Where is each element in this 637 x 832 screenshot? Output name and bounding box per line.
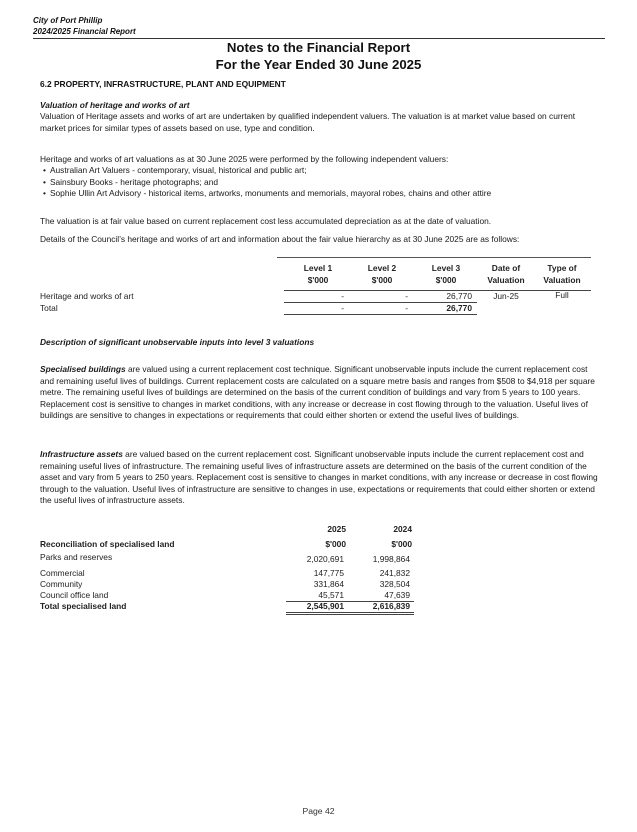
specialised-buildings-paragraph: Specialised buildings are valued using a current replacement cost technique. Significant unobservable inputs include the current replacement cost and remaining useful lives of buildings. Current replacement costs are calculated on a square metre basis and ranges from $508 to $4,918 per square metre. The remaining useful lives of buildings are determined on the basis of the current condition of buildings and vary from 5 years to 100 years. Replacement cost is sensitive to changes in market conditions, with any increase or decrease in cost flowing through to the valuation. Useful lives of buildings are sensitive to changes in expectations or requirements that could either shorten or extend the useful lives of buildings. (40, 364, 595, 421)
total-rule-bottom (286, 614, 414, 615)
fair-value-paragraph: The valuation is at fair value based on current replacement cost less accumulated depreciation as at the date of valuation. (40, 216, 492, 226)
column-header-level2: Level 2 $'000 (367, 263, 397, 285)
total-2024: 2,616,839 (372, 601, 410, 611)
cell-2024: 1,998,864 (372, 554, 410, 564)
valuers-intro: Heritage and works of art valuations as at 30 June 2025 were performed by the following independent valuers: (40, 154, 449, 164)
details-paragraph: Details of the Council’s heritage and works of art and information about the fair value hierarchy as at 30 June 2025 are as follows: (40, 234, 520, 244)
reconciliation-title: Reconciliation of specialised land (40, 539, 175, 549)
infrastructure-assets-term: Infrastructure assets (40, 449, 123, 459)
specialised-buildings-term: Specialised buildings (40, 364, 126, 374)
total-label: Total specialised land (40, 601, 127, 611)
cell-2024: 47,639 (384, 590, 410, 600)
cell-2025: 331,864 (313, 579, 344, 589)
column-header-level1: Level 1 $'000 (303, 263, 333, 285)
page-title: Notes to the Financial Report (226, 40, 411, 55)
cell-total-level1: - (341, 303, 344, 313)
level3-heading: Description of significant unobservable inputs into level 3 valuations (40, 337, 315, 347)
row-label: Parks and reserves (40, 552, 113, 562)
cell-type: Full (555, 290, 569, 300)
cell-total-level3: 26,770 (446, 303, 472, 313)
unit-2024-header: $'000 (391, 539, 412, 549)
cell-level2: - (405, 291, 408, 301)
row-label: Commercial (40, 568, 85, 578)
infrastructure-assets-paragraph: Infrastructure assets are valued based on the current replacement cost. Significant unobservable inputs include the current replacement cost and remaining useful lives of infrastructure. The remaining useful lives of infrastructure assets are determined on the basis of the current condition of the asset and vary from 5 years to 250 years. Replacement cost is sensitive to changes in market conditions, with any increase or decrease in cost flowing through to the valuation. Useful lives of infrastructure are sensitive to changes in use, expectations or requirements that could either shorten or extend the useful lives of infrastructure assets. (40, 449, 598, 506)
page-number: Page 42 (302, 806, 335, 816)
cell-date: Jun-25 (493, 291, 519, 301)
unit-2025-header: $'000 (325, 539, 346, 549)
heritage-heading: Valuation of heritage and works of art (40, 100, 190, 110)
cell-level1: - (341, 291, 344, 301)
column-header-type: Type of Valuation (543, 263, 581, 285)
report-name: 2024/2025 Financial Report (33, 27, 136, 36)
cell-2024: 241,832 (379, 568, 410, 578)
organisation-name: City of Port Phillip (33, 16, 103, 25)
row-label-heritage: Heritage and works of art (40, 291, 134, 301)
valuer-item: • Sainsbury Books - heritage photographs; and (40, 177, 600, 189)
column-header-date: Date of Valuation (487, 263, 525, 285)
total-2025: 2,545,901 (306, 601, 344, 611)
total-rule (284, 314, 477, 315)
column-header-level3: Level 3 $'000 (431, 263, 461, 285)
row-label: Council office land (40, 590, 109, 600)
cell-2025: 147,775 (313, 568, 344, 578)
header-divider (33, 38, 605, 39)
cell-2024: 328,504 (379, 579, 410, 589)
valuers-list (40, 165, 600, 200)
table-top-rule (277, 257, 591, 258)
page-subtitle: For the Year Ended 30 June 2025 (215, 57, 422, 72)
cell-2025: 45,571 (318, 590, 344, 600)
year-2025-header: 2025 (327, 524, 346, 534)
cell-2025: 2,020,691 (306, 554, 344, 564)
cell-total-level2: - (405, 303, 408, 313)
row-label-total: Total (40, 303, 58, 313)
year-2024-header: 2024 (393, 524, 412, 534)
cell-level3: 26,770 (446, 291, 472, 301)
row-label: Community (40, 579, 83, 589)
valuer-item: • Sophie Ullin Art Advisory - historical items, artworks, monuments and memorials, mayoral robes, chains and other attire (40, 188, 600, 200)
heritage-paragraph: Valuation of Heritage assets and works of art are undertaken by qualified independent valuers. The valuation is at market value based on current market prices for similar types of assets based on use, type and condition. (40, 111, 576, 133)
valuer-item: • Australian Art Valuers - contemporary, visual, historical and public art; (40, 165, 600, 177)
section-heading: 6.2 PROPERTY, INFRASTRUCTURE, PLANT AND EQUIPMENT (40, 79, 286, 89)
total-rule-top (286, 612, 414, 613)
